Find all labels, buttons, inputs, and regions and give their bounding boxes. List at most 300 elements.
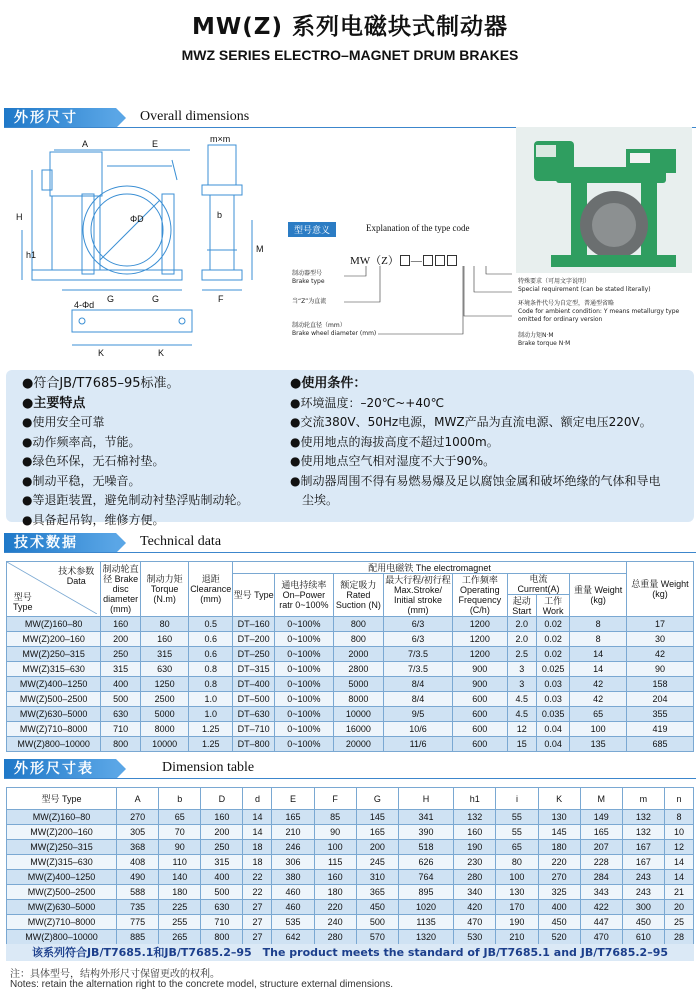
table-cell: 340 <box>454 885 496 900</box>
type-code-tag: 型号意义 <box>288 222 336 237</box>
table-cell: 14 <box>243 825 272 840</box>
table-cell: 20000 <box>333 737 383 752</box>
feature-item: ●环境温度：–20℃~+40℃ <box>290 395 445 410</box>
features-left-list <box>22 374 248 530</box>
table-cell: 8/4 <box>383 692 452 707</box>
table-cell: 520 <box>538 930 580 945</box>
table-cell: 145 <box>538 825 580 840</box>
column-header: b <box>159 788 201 810</box>
table-cell: MW(Z)250–315 <box>7 840 117 855</box>
table-cell: 1200 <box>453 632 507 647</box>
table-cell: 900 <box>453 662 507 677</box>
feature-item: ●交流380V、50Hz电源，MWZ产品为直流电源、额定电压220V。 <box>290 415 652 429</box>
table-row <box>7 737 694 752</box>
column-header: K <box>538 788 580 810</box>
table-row <box>7 692 694 707</box>
table-cell: 400 <box>538 900 580 915</box>
table-cell: 140 <box>159 870 201 885</box>
table-cell: 16000 <box>333 722 383 737</box>
table-cell: 170 <box>496 900 538 915</box>
column-header: 型号 Type <box>7 788 117 810</box>
column-header: n <box>664 788 693 810</box>
table-cell: 230 <box>454 855 496 870</box>
table-cell: 14 <box>664 870 693 885</box>
feature-item: ●使用地点的海拔高度不超过1000m。 <box>290 434 499 449</box>
table-cell: 600 <box>453 707 507 722</box>
technical-data-title: Technical data <box>140 534 222 549</box>
table-cell: 420 <box>454 900 496 915</box>
table-cell: 0.025 <box>536 662 570 677</box>
table-cell: MW(Z)315–630 <box>7 855 117 870</box>
table-cell: 0~100% <box>275 647 334 662</box>
features-panel <box>6 370 694 527</box>
table-row <box>7 662 694 677</box>
table-cell: MW(Z)315–630 <box>7 662 101 677</box>
table-cell: DT–250 <box>233 647 275 662</box>
standard-banner: 该系列符合JB/T7685.1和JB/T7685.2–95 The product meets the standard of JB/T7685.1 and JB/T7685.2–95 <box>6 944 694 961</box>
dim-label-g1: G <box>107 294 115 304</box>
table-cell: 0.6 <box>189 632 233 647</box>
table-cell: 90 <box>314 825 356 840</box>
table-cell: 735 <box>117 900 159 915</box>
table-cell: 0.02 <box>536 647 570 662</box>
table-cell: 158 <box>626 677 693 692</box>
table-cell: 132 <box>622 810 664 825</box>
table-cell: 42 <box>626 647 693 662</box>
table-cell: 11/6 <box>383 737 452 752</box>
table-cell: 7/3.5 <box>383 647 452 662</box>
feature-item: 尘埃。 <box>290 493 339 507</box>
table-cell: 500 <box>101 692 141 707</box>
table-cell: 630 <box>101 707 141 722</box>
table-cell: 160 <box>454 825 496 840</box>
tech-header-m-type: 型号 Type <box>233 574 275 617</box>
table-cell: 160 <box>314 870 356 885</box>
table-cell: MW(Z)710–8000 <box>7 722 101 737</box>
table-cell: MW(Z)400–1250 <box>7 677 101 692</box>
table-cell: 255 <box>159 915 201 930</box>
tech-header-m-start: 起动 Start <box>507 595 536 617</box>
table-row <box>7 825 694 840</box>
table-cell: 10/6 <box>383 722 452 737</box>
dim-label-h1: h1 <box>26 250 37 260</box>
table-cell: 22 <box>243 885 272 900</box>
dim-label-4d: 4-Φd <box>74 300 95 310</box>
type-code-title: Explanation of the type code <box>366 223 470 233</box>
table-cell: 265 <box>159 930 201 945</box>
table-cell: 180 <box>538 840 580 855</box>
table-cell: 160 <box>201 810 243 825</box>
table-row <box>7 707 694 722</box>
table-cell: MW(Z)800–10000 <box>7 930 117 945</box>
technical-data-header <box>4 533 696 553</box>
table-cell: MW(Z)500–2500 <box>7 885 117 900</box>
table-cell: 110 <box>159 855 201 870</box>
dim-label-a: A <box>82 139 89 149</box>
table-cell: 305 <box>117 825 159 840</box>
tech-header-clearance: 退距 Clearance (mm) <box>189 562 233 617</box>
table-cell: 450 <box>622 915 664 930</box>
table-row <box>7 900 694 915</box>
table-cell: 243 <box>622 870 664 885</box>
table-cell: 4.5 <box>507 707 536 722</box>
dim-label-d: ΦD <box>130 214 144 224</box>
table-cell: MW(Z)500–2500 <box>7 692 101 707</box>
table-cell: 80 <box>141 617 189 632</box>
table-cell: 149 <box>580 810 622 825</box>
table-cell: 210 <box>496 930 538 945</box>
table-cell: 180 <box>314 885 356 900</box>
table-cell: 570 <box>356 930 398 945</box>
column-header: i <box>496 788 538 810</box>
feature-item: ●制动平稳，无噪音。 <box>22 473 141 488</box>
type-code-model: MW（Z） — <box>350 252 458 268</box>
table-cell: 55 <box>496 825 538 840</box>
table-cell: 800 <box>101 737 141 752</box>
section-divider <box>4 778 696 779</box>
table-row <box>7 915 694 930</box>
table-cell: MW(Z)800–10000 <box>7 737 101 752</box>
tech-header-magnet: 配用电磁铁 The electromagnet <box>233 562 627 574</box>
table-cell: 200 <box>201 825 243 840</box>
table-row <box>7 840 694 855</box>
table-cell: 600 <box>453 692 507 707</box>
table-cell: 0~100% <box>275 692 334 707</box>
table-cell: 246 <box>272 840 314 855</box>
table-cell: 160 <box>101 617 141 632</box>
table-cell: 42 <box>570 677 627 692</box>
table-cell: 90 <box>626 662 693 677</box>
feature-item: ●使用条件： <box>290 376 367 391</box>
table-cell: 2.0 <box>507 632 536 647</box>
table-row <box>7 632 694 647</box>
table-cell: DT–200 <box>233 632 275 647</box>
section-divider <box>4 552 696 553</box>
table-cell: 280 <box>454 870 496 885</box>
table-cell: 315 <box>141 647 189 662</box>
table-cell: 600 <box>453 737 507 752</box>
tech-header-dia: 制动轮直径 Brake disc diameter (mm) <box>101 562 141 617</box>
type-code-note-special: 特殊要求（可用文字说明） Special requirement (can be stated literally) <box>518 278 651 293</box>
table-cell: 65 <box>570 707 627 722</box>
table-cell: 390 <box>398 825 453 840</box>
table-cell: DT–630 <box>233 707 275 722</box>
table-cell: 355 <box>626 707 693 722</box>
table-cell: 310 <box>356 870 398 885</box>
table-cell: 18 <box>243 840 272 855</box>
table-cell: 306 <box>272 855 314 870</box>
table-cell: 2.0 <box>507 617 536 632</box>
table-cell: 8 <box>570 617 627 632</box>
table-cell: 895 <box>398 885 453 900</box>
dim-label-m: M <box>256 244 264 254</box>
table-cell: 8000 <box>141 722 189 737</box>
column-header: h1 <box>454 788 496 810</box>
column-header: d <box>243 788 272 810</box>
tech-header-m-suction: 额定吸力 Rated Suction (N) <box>333 574 383 617</box>
table-cell: 200 <box>101 632 141 647</box>
feature-item: ●主要特点 <box>22 395 86 411</box>
table-cell: 27 <box>243 930 272 945</box>
table-cell: 470 <box>580 930 622 945</box>
table-cell: 115 <box>314 855 356 870</box>
table-cell: 0.04 <box>536 737 570 752</box>
table-cell: MW(Z)160–80 <box>7 810 117 825</box>
table-cell: 315 <box>101 662 141 677</box>
table-cell: 535 <box>272 915 314 930</box>
table-cell: 165 <box>272 810 314 825</box>
table-cell: 0.03 <box>536 692 570 707</box>
table-cell: MW(Z)160–80 <box>7 617 101 632</box>
table-cell: 10000 <box>333 707 383 722</box>
table-cell: 400 <box>101 677 141 692</box>
table-cell: DT–160 <box>233 617 275 632</box>
note-zh: 注：具体型号，结构外形尺寸保留更改的权利。 <box>10 969 220 980</box>
table-cell: 245 <box>356 855 398 870</box>
table-cell: DT–400 <box>233 677 275 692</box>
table-cell: 450 <box>538 915 580 930</box>
table-cell: 1.25 <box>189 722 233 737</box>
column-header: H <box>398 788 453 810</box>
table-cell: 460 <box>272 885 314 900</box>
column-header: m <box>622 788 664 810</box>
table-cell: 2500 <box>141 692 189 707</box>
type-code-note-wheel-diameter: 制动轮直径（mm） Brake wheel diameter (mm) <box>292 322 377 337</box>
table-cell: 419 <box>626 722 693 737</box>
table-cell: 30 <box>626 632 693 647</box>
table-cell: 7/3.5 <box>383 662 452 677</box>
table-cell: 12 <box>507 722 536 737</box>
table-cell: 240 <box>314 915 356 930</box>
table-cell: 9/5 <box>383 707 452 722</box>
feature-item: ●动作频率高，节能。 <box>22 434 141 449</box>
table-cell: 6/3 <box>383 617 452 632</box>
table-cell: 270 <box>538 870 580 885</box>
tech-header-m-freq: 工作频率 Operating Frequency (C/h) <box>453 574 507 617</box>
table-cell: 900 <box>453 677 507 692</box>
type-code-leader-lines <box>288 222 516 352</box>
table-cell: 284 <box>580 870 622 885</box>
table-cell: 12 <box>664 840 693 855</box>
table-cell: 1135 <box>398 915 453 930</box>
table-cell: 710 <box>201 915 243 930</box>
table-cell: 0~100% <box>275 662 334 677</box>
table-cell: 315 <box>201 855 243 870</box>
table-cell: 180 <box>159 885 201 900</box>
table-row <box>7 617 694 632</box>
table-cell: 5000 <box>141 707 189 722</box>
table-cell: 130 <box>538 810 580 825</box>
table-cell: 145 <box>356 810 398 825</box>
table-cell: 0.035 <box>536 707 570 722</box>
table-cell: 0.8 <box>189 662 233 677</box>
table-cell: 8000 <box>333 692 383 707</box>
dimension-table-title: Dimension table <box>162 760 255 775</box>
features-right-list <box>290 374 660 511</box>
table-cell: 135 <box>570 737 627 752</box>
table-row <box>7 885 694 900</box>
table-cell: 1200 <box>453 647 507 662</box>
column-header: M <box>580 788 622 810</box>
dimension-table <box>6 787 694 945</box>
table-cell: 2800 <box>333 662 383 677</box>
table-cell: 270 <box>117 810 159 825</box>
table-cell: 210 <box>272 825 314 840</box>
table-cell: 18 <box>243 855 272 870</box>
table-cell: 0.8 <box>189 677 233 692</box>
table-cell: 343 <box>580 885 622 900</box>
table-cell: 610 <box>622 930 664 945</box>
tech-header-m-work: 工作 Work <box>536 595 570 617</box>
table-cell: 518 <box>398 840 453 855</box>
table-cell: 2.5 <box>507 647 536 662</box>
table-cell: 28 <box>664 930 693 945</box>
feature-item: ●使用安全可靠 <box>22 415 105 429</box>
table-cell: 422 <box>580 900 622 915</box>
table-cell: 8/4 <box>383 677 452 692</box>
technical-data-table <box>6 561 694 752</box>
table-cell: 300 <box>622 900 664 915</box>
table-cell: 530 <box>454 930 496 945</box>
table-cell: 228 <box>580 855 622 870</box>
table-cell: 0~100% <box>275 632 334 647</box>
table-cell: 100 <box>314 840 356 855</box>
table-cell: 450 <box>356 900 398 915</box>
tech-header-m-stroke: 最大行程/初行程 Max.Stroke/ Initial stroke (mm) <box>385 575 451 615</box>
column-header: F <box>314 788 356 810</box>
dim-label-b: b <box>217 210 223 220</box>
feature-item: ●具备起吊钩，维修方便。 <box>22 512 165 527</box>
table-cell: 165 <box>356 825 398 840</box>
table-row <box>7 647 694 662</box>
feature-item: ●等退距装置，避免制动衬垫浮贴制动轮。 <box>22 493 249 507</box>
table-cell: 626 <box>398 855 453 870</box>
dimension-table-header <box>4 759 696 779</box>
table-cell: 460 <box>272 900 314 915</box>
table-cell: 775 <box>117 915 159 930</box>
table-cell: 65 <box>496 840 538 855</box>
overall-dimensions-tag: 外形尺寸 <box>4 108 116 128</box>
dim-label-f: F <box>218 294 224 304</box>
table-cell: 15 <box>507 737 536 752</box>
dim-label-e: E <box>152 139 159 149</box>
table-cell: 250 <box>101 647 141 662</box>
table-cell: 27 <box>243 915 272 930</box>
table-cell: 800 <box>333 632 383 647</box>
table-cell: 1.25 <box>189 737 233 752</box>
table-cell: 207 <box>580 840 622 855</box>
table-cell: 90 <box>159 840 201 855</box>
table-cell: 1200 <box>453 617 507 632</box>
table-cell: MW(Z)710–8000 <box>7 915 117 930</box>
table-cell: 190 <box>454 840 496 855</box>
table-cell: 130 <box>496 885 538 900</box>
feature-item: ●使用地点空气相对湿度不大于90%。 <box>290 454 496 468</box>
tech-header-corner: 技术参数 Data 型号 Type <box>7 562 101 617</box>
table-cell: 132 <box>622 825 664 840</box>
table-cell: MW(Z)400–1250 <box>7 870 117 885</box>
table-cell: 42 <box>570 692 627 707</box>
table-cell: 1320 <box>398 930 453 945</box>
overall-dimensions-drawing <box>12 130 282 370</box>
overall-dimensions-header <box>4 108 696 128</box>
table-cell: 325 <box>538 885 580 900</box>
table-cell: 500 <box>356 915 398 930</box>
feature-item: ●制动器周围不得有易燃易爆及足以腐蚀金属和破坏绝缘的气体和导电 <box>290 473 661 488</box>
table-cell: 100 <box>496 870 538 885</box>
product-photo <box>516 127 692 273</box>
type-code-panel <box>288 222 516 352</box>
table-cell: 368 <box>117 840 159 855</box>
table-cell: 365 <box>356 885 398 900</box>
table-cell: 14 <box>570 647 627 662</box>
table-cell: 0~100% <box>275 677 334 692</box>
table-cell: 447 <box>580 915 622 930</box>
table-cell: 0~100% <box>275 617 334 632</box>
table-cell: 14 <box>243 810 272 825</box>
table-cell: MW(Z)630–5000 <box>7 707 101 722</box>
tech-header-total-weight: 总重量 Weight (kg) <box>626 562 693 617</box>
page-subtitle: MWZ SERIES ELECTRO–MAGNET DRUM BRAKES <box>181 47 519 63</box>
table-cell: 2000 <box>333 647 383 662</box>
table-cell: 0~100% <box>275 722 334 737</box>
table-row <box>7 930 694 945</box>
tech-header-m-current: 电流 Current(A) <box>507 574 570 595</box>
feature-item: ●符合JB/T7685–95标准。 <box>22 376 180 391</box>
table-cell: 0~100% <box>275 737 334 752</box>
table-cell: 80 <box>496 855 538 870</box>
table-cell: 21 <box>664 885 693 900</box>
table-cell: 100 <box>570 722 627 737</box>
table-cell: 1.0 <box>189 692 233 707</box>
table-cell: 27 <box>243 900 272 915</box>
table-cell: 14 <box>664 855 693 870</box>
table-cell: 408 <box>117 855 159 870</box>
table-row <box>7 870 694 885</box>
table-cell: MW(Z)250–315 <box>7 647 101 662</box>
tech-header-torque: 制动力矩 Torque (N.m) <box>141 562 189 617</box>
table-cell: 685 <box>626 737 693 752</box>
table-cell: 190 <box>496 915 538 930</box>
table-cell: 0.6 <box>189 647 233 662</box>
page-title: MW(Z) 系列电磁块式制动器 <box>192 14 508 40</box>
table-cell: 0~100% <box>275 707 334 722</box>
table-cell: 25 <box>664 915 693 930</box>
table-cell: 167 <box>622 840 664 855</box>
table-cell: 225 <box>159 900 201 915</box>
table-cell: 8 <box>570 632 627 647</box>
dimension-table-tag: 外形尺寸表 <box>4 759 116 779</box>
table-cell: 588 <box>117 885 159 900</box>
table-cell: 55 <box>496 810 538 825</box>
table-row <box>7 722 694 737</box>
table-cell: 3 <box>507 677 536 692</box>
table-cell: 167 <box>622 855 664 870</box>
table-cell: 0.03 <box>536 677 570 692</box>
table-cell: 10000 <box>141 737 189 752</box>
table-cell: 204 <box>626 692 693 707</box>
table-cell: 0.02 <box>536 632 570 647</box>
dim-label-h: H <box>16 212 23 222</box>
note-en: Notes: retain the alternation right to the concrete model, structure external dimensions. <box>10 979 393 990</box>
table-cell: 630 <box>201 900 243 915</box>
table-cell: 1020 <box>398 900 453 915</box>
type-code-note-torque: 制动力矩N·M Brake torque N·M <box>518 332 571 347</box>
table-cell: 85 <box>314 810 356 825</box>
table-cell: 0.04 <box>536 722 570 737</box>
table-cell: MW(Z)200–160 <box>7 825 117 840</box>
table-cell: 132 <box>454 810 496 825</box>
